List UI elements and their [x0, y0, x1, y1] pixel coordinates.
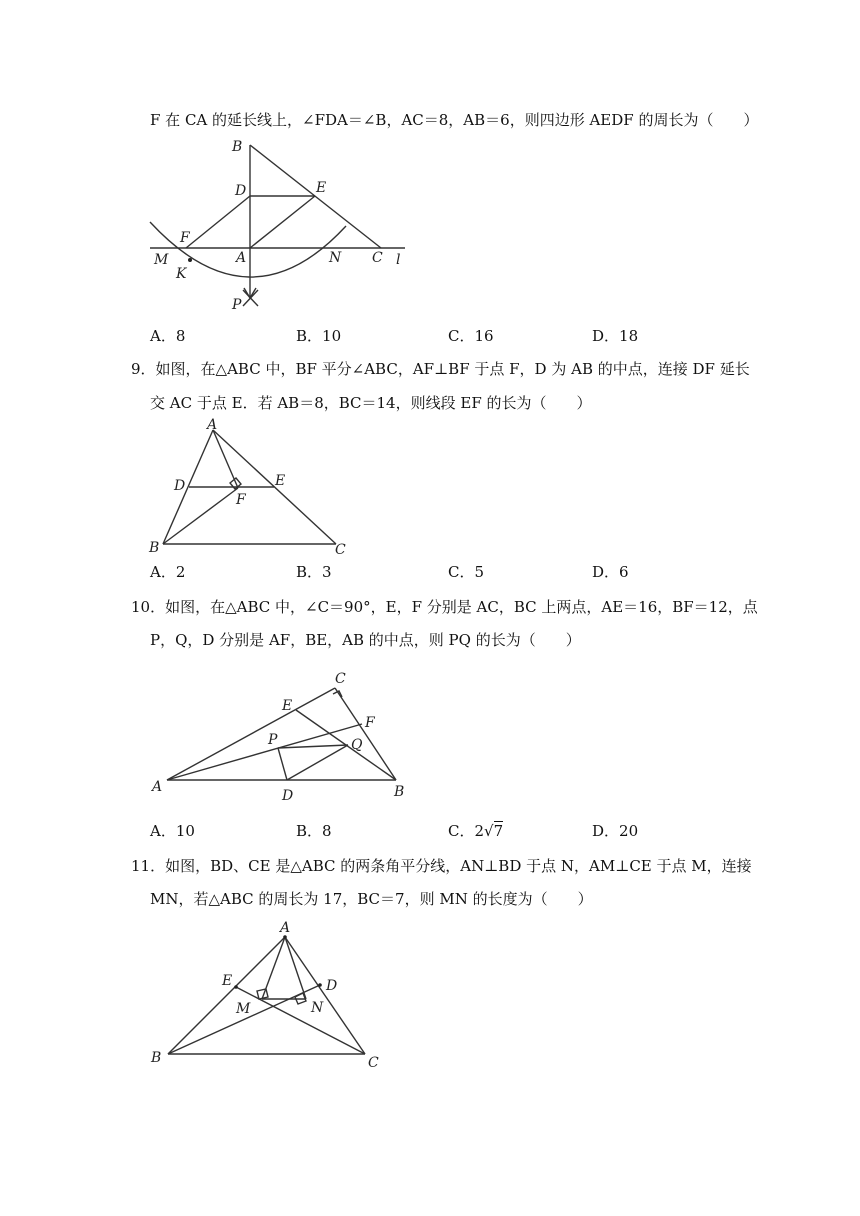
q11-label-m: M — [236, 1001, 251, 1017]
q8-label-a: A — [236, 250, 247, 266]
q10-text-line-1: 10．如图，在△ABC 中，∠C＝90°，E，F 分别是 AC，BC 上两点，AE＝16，BF＝12，点 — [131, 598, 758, 616]
q8-label-m: M — [154, 252, 169, 268]
q10-label-c: C — [335, 671, 346, 687]
q10-option-a[interactable]: A．10 — [150, 822, 195, 840]
q8-label-c: C — [372, 250, 383, 266]
q11-label-c: C — [368, 1055, 379, 1071]
q8-label-f: F — [180, 230, 190, 246]
q9-label-a: A — [207, 417, 218, 433]
sqrt-symbol: √ — [484, 822, 494, 840]
q11-label-e: E — [222, 973, 233, 989]
q11-text-line-1: 11．如图，BD、CE 是△ABC 的两条角平分线，AN⊥BD 于点 N，AM⊥CE 于点 M，连接 — [131, 857, 752, 875]
q10-option-c[interactable] — [448, 821, 503, 841]
q9-option-b[interactable]: B．3 — [296, 563, 332, 581]
q10-label-b: B — [394, 784, 405, 800]
q9-option-a[interactable]: A．2 — [150, 563, 186, 581]
q9-label-d: D — [174, 478, 186, 494]
q8-label-k: K — [176, 266, 187, 282]
q9-label-f: F — [236, 492, 246, 508]
q11-label-d: D — [326, 978, 338, 994]
q11-text-line-2: MN，若△ABC 的周长为 17，BC＝7，则 MN 的长度为（ ） — [150, 890, 593, 908]
q11-label-a: A — [280, 920, 291, 936]
q9-option-d[interactable]: D．6 — [592, 563, 629, 581]
q10-label-q: Q — [351, 737, 363, 753]
q11-figure — [145, 918, 395, 1078]
q8-label-p: P — [232, 297, 242, 313]
q8-label-e: E — [316, 180, 327, 196]
q8-label-n: N — [329, 250, 342, 266]
q8-text-line-1: F 在 CA 的延长线上，∠FDA＝∠B，AC＝8，AB＝6，则四边形 AEDF 的周长为（ ） — [150, 111, 759, 129]
q10-label-f: F — [365, 715, 375, 731]
q10-option-c-coefficient: 2 — [474, 822, 485, 840]
q10-option-c-label: C． — [448, 822, 475, 840]
q9-label-b: B — [149, 540, 160, 556]
q8-label-d: D — [235, 183, 247, 199]
q8-label-b: B — [232, 139, 243, 155]
q8-figure — [140, 135, 430, 320]
q8-option-b[interactable]: B．10 — [296, 327, 342, 345]
q8-label-l: l — [396, 252, 401, 268]
q8-option-d[interactable]: D．18 — [592, 327, 639, 345]
q9-text-line-2: 交 AC 于点 E．若 AB＝8，BC＝14，则线段 EF 的长为（ ） — [150, 394, 592, 412]
q8-option-a[interactable]: A．8 — [150, 327, 186, 345]
q10-label-e: E — [282, 698, 293, 714]
q10-label-d: D — [282, 788, 294, 802]
q9-text-line-1: 9．如图，在△ABC 中，BF 平分∠ABC，AF⊥BF 于点 F，D 为 AB 的中点，连接 DF 延长 — [131, 360, 750, 378]
q11-label-b: B — [151, 1050, 162, 1066]
q10-label-p: P — [268, 732, 278, 748]
q9-figure — [140, 413, 360, 563]
q10-figure — [145, 662, 415, 802]
q11-label-n: N — [311, 1000, 324, 1016]
q8-option-c[interactable]: C．16 — [448, 327, 494, 345]
q10-text-line-2: P，Q，D 分别是 AF，BE，AB 的中点，则 PQ 的长为（ ） — [150, 631, 581, 649]
q10-label-a: A — [152, 779, 163, 795]
q10-option-b[interactable]: B．8 — [296, 822, 332, 840]
q10-option-d[interactable]: D．20 — [592, 822, 639, 840]
q10-option-c-radicand: 7 — [493, 822, 504, 840]
q9-label-e: E — [275, 473, 286, 489]
q9-label-c: C — [335, 542, 346, 558]
q9-option-c[interactable]: C．5 — [448, 563, 485, 581]
